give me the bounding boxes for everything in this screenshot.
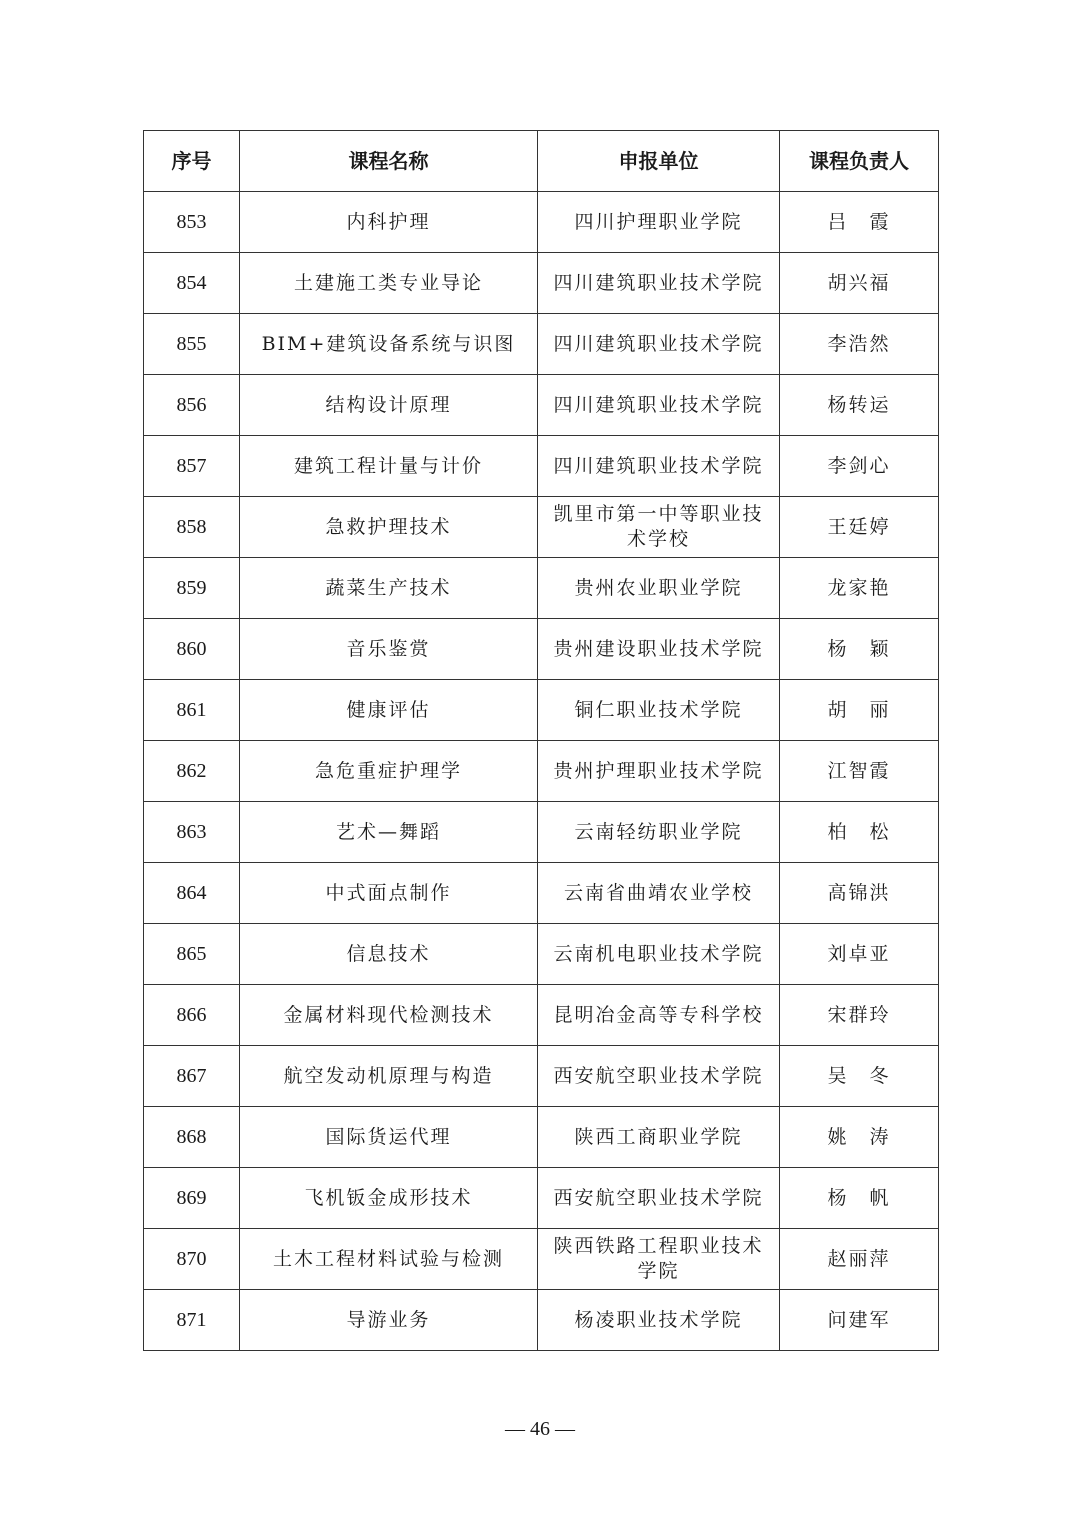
cell-serial-number: 860 <box>144 619 240 680</box>
cell-applicant-unit: 凯里市第一中等职业技术学校 <box>538 497 780 558</box>
cell-course-name: 建筑工程计量与计价 <box>240 436 538 497</box>
cell-serial-number: 857 <box>144 436 240 497</box>
cell-serial-number: 854 <box>144 253 240 314</box>
cell-course-leader: 柏 松 <box>780 802 939 863</box>
cell-serial-number: 858 <box>144 497 240 558</box>
cell-course-name: 土建施工类专业导论 <box>240 253 538 314</box>
cell-applicant-unit: 贵州护理职业技术学院 <box>538 741 780 802</box>
table-body <box>144 192 939 1351</box>
cell-serial-number: 862 <box>144 741 240 802</box>
header-serial-number: 序号 <box>144 131 240 192</box>
table-row <box>144 802 939 863</box>
cell-applicant-unit: 陕西铁路工程职业技术学院 <box>538 1229 780 1290</box>
table-row <box>144 558 939 619</box>
cell-course-leader: 龙家艳 <box>780 558 939 619</box>
table-row <box>144 1107 939 1168</box>
cell-serial-number: 868 <box>144 1107 240 1168</box>
cell-course-name: 导游业务 <box>240 1290 538 1351</box>
cell-course-leader: 江智霞 <box>780 741 939 802</box>
cell-applicant-unit: 杨凌职业技术学院 <box>538 1290 780 1351</box>
cell-course-name: 土木工程材料试验与检测 <box>240 1229 538 1290</box>
table-row <box>144 741 939 802</box>
cell-serial-number: 863 <box>144 802 240 863</box>
cell-serial-number: 871 <box>144 1290 240 1351</box>
table-row <box>144 314 939 375</box>
table-row <box>144 619 939 680</box>
cell-applicant-unit: 云南省曲靖农业学校 <box>538 863 780 924</box>
course-table <box>143 130 939 1351</box>
cell-course-name: 音乐鉴赏 <box>240 619 538 680</box>
cell-serial-number: 869 <box>144 1168 240 1229</box>
cell-course-name: 飞机钣金成形技术 <box>240 1168 538 1229</box>
cell-course-leader: 宋群玲 <box>780 985 939 1046</box>
cell-course-name: 国际货运代理 <box>240 1107 538 1168</box>
cell-course-name: 内科护理 <box>240 192 538 253</box>
cell-course-name: 结构设计原理 <box>240 375 538 436</box>
cell-course-leader: 杨 帆 <box>780 1168 939 1229</box>
cell-serial-number: 853 <box>144 192 240 253</box>
cell-applicant-unit: 昆明冶金高等专科学校 <box>538 985 780 1046</box>
table-row <box>144 1290 939 1351</box>
cell-course-leader: 杨 颖 <box>780 619 939 680</box>
cell-applicant-unit: 四川护理职业学院 <box>538 192 780 253</box>
cell-course-leader: 问建军 <box>780 1290 939 1351</box>
table-row <box>144 1229 939 1290</box>
cell-course-leader: 胡 丽 <box>780 680 939 741</box>
table-row <box>144 375 939 436</box>
header-applicant-unit: 申报单位 <box>538 131 780 192</box>
table-row <box>144 436 939 497</box>
cell-applicant-unit: 铜仁职业技术学院 <box>538 680 780 741</box>
page-number: — 46 — <box>505 1418 575 1440</box>
cell-course-leader: 李浩然 <box>780 314 939 375</box>
cell-course-name: 航空发动机原理与构造 <box>240 1046 538 1107</box>
cell-course-name: BIM+建筑设备系统与识图 <box>240 314 538 375</box>
table-row <box>144 1046 939 1107</box>
table-row <box>144 985 939 1046</box>
cell-course-name: 中式面点制作 <box>240 863 538 924</box>
cell-course-name: 健康评估 <box>240 680 538 741</box>
table-row <box>144 192 939 253</box>
cell-applicant-unit: 四川建筑职业技术学院 <box>538 375 780 436</box>
header-course-name: 课程名称 <box>240 131 538 192</box>
cell-serial-number: 861 <box>144 680 240 741</box>
cell-course-name: 金属材料现代检测技术 <box>240 985 538 1046</box>
cell-serial-number: 856 <box>144 375 240 436</box>
cell-course-leader: 杨转运 <box>780 375 939 436</box>
cell-applicant-unit: 贵州农业职业学院 <box>538 558 780 619</box>
cell-serial-number: 865 <box>144 924 240 985</box>
cell-course-leader: 赵丽萍 <box>780 1229 939 1290</box>
table-row <box>144 680 939 741</box>
cell-serial-number: 859 <box>144 558 240 619</box>
cell-serial-number: 864 <box>144 863 240 924</box>
cell-serial-number: 870 <box>144 1229 240 1290</box>
cell-course-name: 急救护理技术 <box>240 497 538 558</box>
cell-applicant-unit: 四川建筑职业技术学院 <box>538 253 780 314</box>
cell-applicant-unit: 四川建筑职业技术学院 <box>538 436 780 497</box>
table-header-row <box>144 131 939 192</box>
cell-course-leader: 高锦洪 <box>780 863 939 924</box>
cell-course-leader: 姚 涛 <box>780 1107 939 1168</box>
table-row <box>144 1168 939 1229</box>
cell-applicant-unit: 西安航空职业技术学院 <box>538 1168 780 1229</box>
cell-course-leader: 吕 霞 <box>780 192 939 253</box>
cell-course-name: 艺术—舞蹈 <box>240 802 538 863</box>
cell-applicant-unit: 云南机电职业技术学院 <box>538 924 780 985</box>
cell-course-leader: 胡兴福 <box>780 253 939 314</box>
table-row <box>144 924 939 985</box>
table-row <box>144 863 939 924</box>
table-row <box>144 497 939 558</box>
cell-applicant-unit: 贵州建设职业技术学院 <box>538 619 780 680</box>
cell-course-name: 蔬菜生产技术 <box>240 558 538 619</box>
cell-serial-number: 866 <box>144 985 240 1046</box>
cell-serial-number: 867 <box>144 1046 240 1107</box>
cell-applicant-unit: 云南轻纺职业学院 <box>538 802 780 863</box>
cell-course-name: 急危重症护理学 <box>240 741 538 802</box>
cell-course-leader: 吴 冬 <box>780 1046 939 1107</box>
header-course-leader: 课程负责人 <box>780 131 939 192</box>
cell-applicant-unit: 陕西工商职业学院 <box>538 1107 780 1168</box>
table-row <box>144 253 939 314</box>
cell-course-leader: 刘卓亚 <box>780 924 939 985</box>
cell-applicant-unit: 西安航空职业技术学院 <box>538 1046 780 1107</box>
cell-serial-number: 855 <box>144 314 240 375</box>
cell-course-name: 信息技术 <box>240 924 538 985</box>
cell-course-leader: 王廷婷 <box>780 497 939 558</box>
cell-course-leader: 李剑心 <box>780 436 939 497</box>
cell-applicant-unit: 四川建筑职业技术学院 <box>538 314 780 375</box>
